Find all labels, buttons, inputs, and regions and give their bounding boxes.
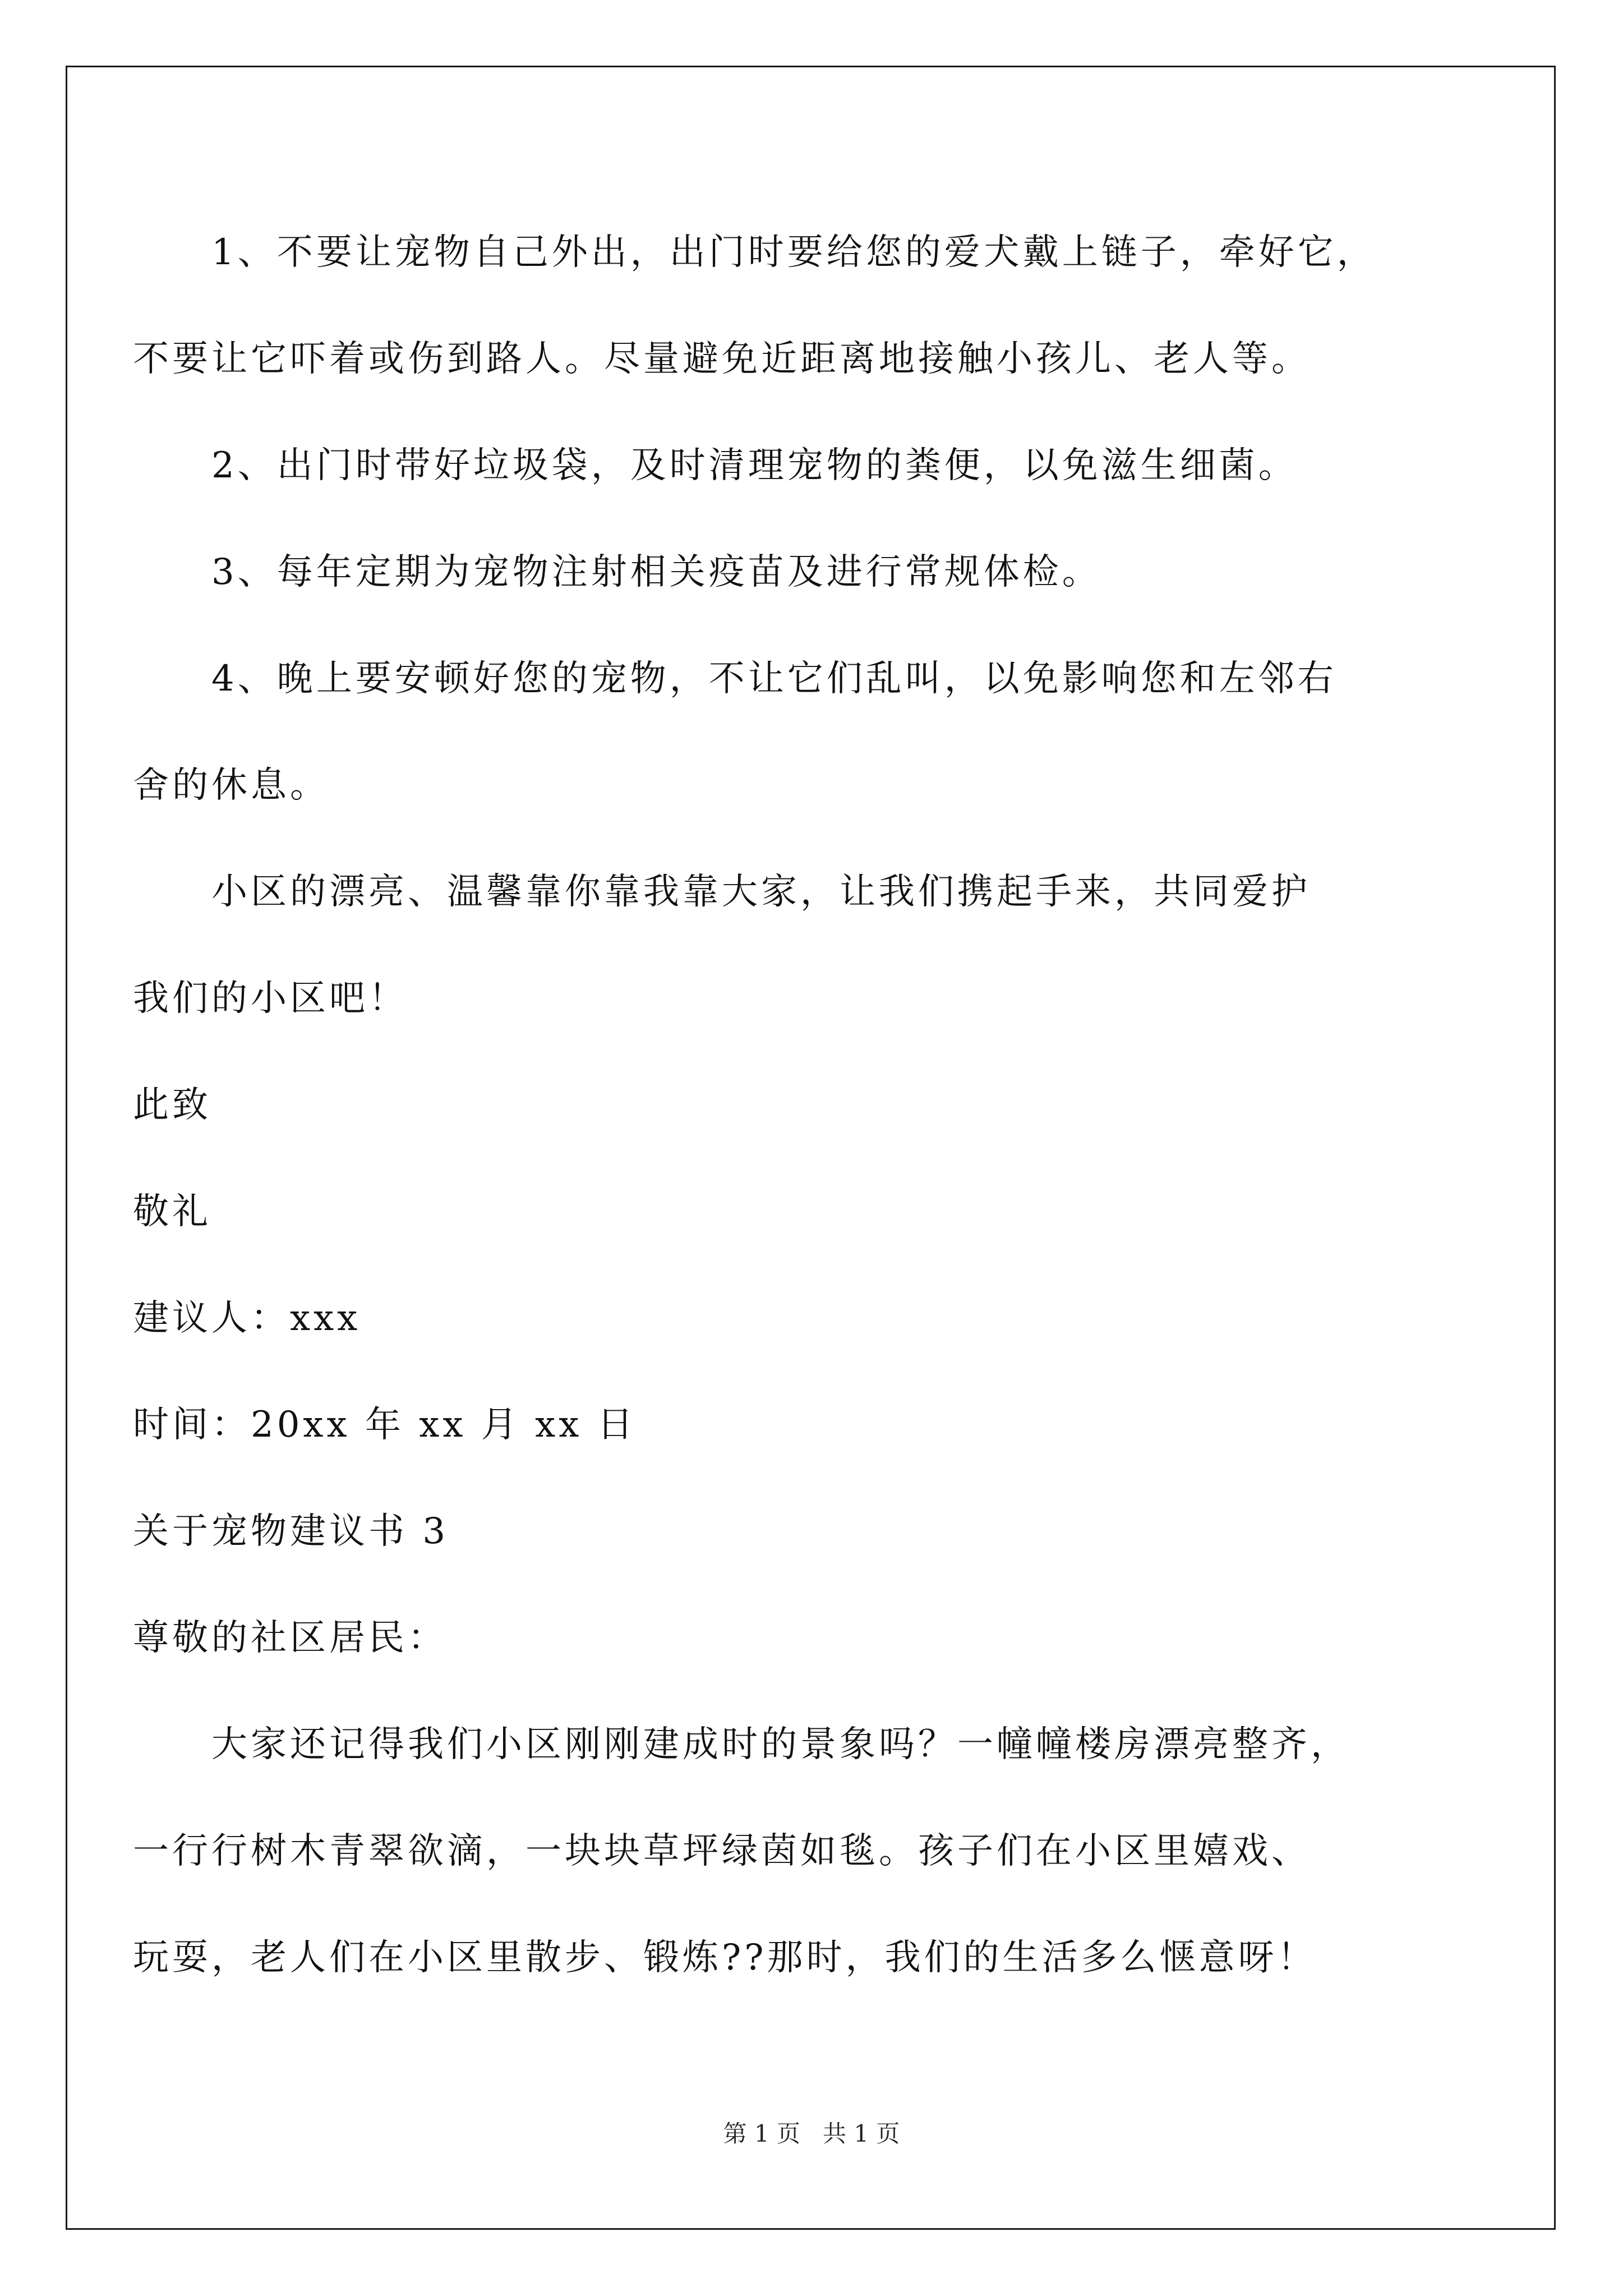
paragraph-line: 舍的休息。 xyxy=(133,765,329,806)
paragraph-line: 不要让它吓着或伤到路人。尽量避免近距离地接触小孩儿、老人等。 xyxy=(133,338,1311,380)
page-total: 共 1 页 xyxy=(823,2120,900,2147)
paragraph-line: 1、不要让宠物自己外出，出门时要给您的爱犬戴上链子，牵好它， xyxy=(211,232,1376,273)
paragraph-line: 大家还记得我们小区刚刚建成时的景象吗？一幢幢楼房漂亮整齐， xyxy=(211,1724,1350,1765)
document-body xyxy=(133,0,1490,2296)
paragraph-line: 2、出门时带好垃圾袋，及时清理宠物的粪便，以免滋生细菌。 xyxy=(211,445,1298,486)
closing-regards: 敬礼 xyxy=(133,1191,211,1232)
greeting-line: 尊敬的社区居民： xyxy=(133,1617,447,1659)
paragraph-line: 玩耍，老人们在小区里散步、锻炼??那时，我们的生活多么惬意呀！ xyxy=(133,1937,1317,1978)
paragraph-line: 我们的小区吧！ xyxy=(133,978,408,1019)
paragraph-line: 4、晚上要安顿好您的宠物，不让它们乱叫，以免影响您和左邻右 xyxy=(211,658,1337,700)
paragraph-line: 小区的漂亮、温馨靠你靠我靠大家，让我们携起手来，共同爱护 xyxy=(211,871,1311,913)
closing-salutation: 此致 xyxy=(133,1084,211,1126)
paragraph-line: 一行行树木青翠欲滴，一块块草坪绿茵如毯。孩子们在小区里嬉戏、 xyxy=(133,1830,1311,1872)
paragraph-line: 3、每年定期为宠物注射相关疫苗及进行常规体检。 xyxy=(211,551,1101,593)
page-footer xyxy=(0,2118,1623,2150)
proposer-line: 建议人：xxx xyxy=(133,1297,361,1339)
date-line: 时间：20xx 年 xx 月 xx 日 xyxy=(133,1404,637,1446)
page-number: 第 1 页 xyxy=(723,2120,800,2147)
section-title: 关于宠物建议书 3 xyxy=(133,1511,449,1552)
